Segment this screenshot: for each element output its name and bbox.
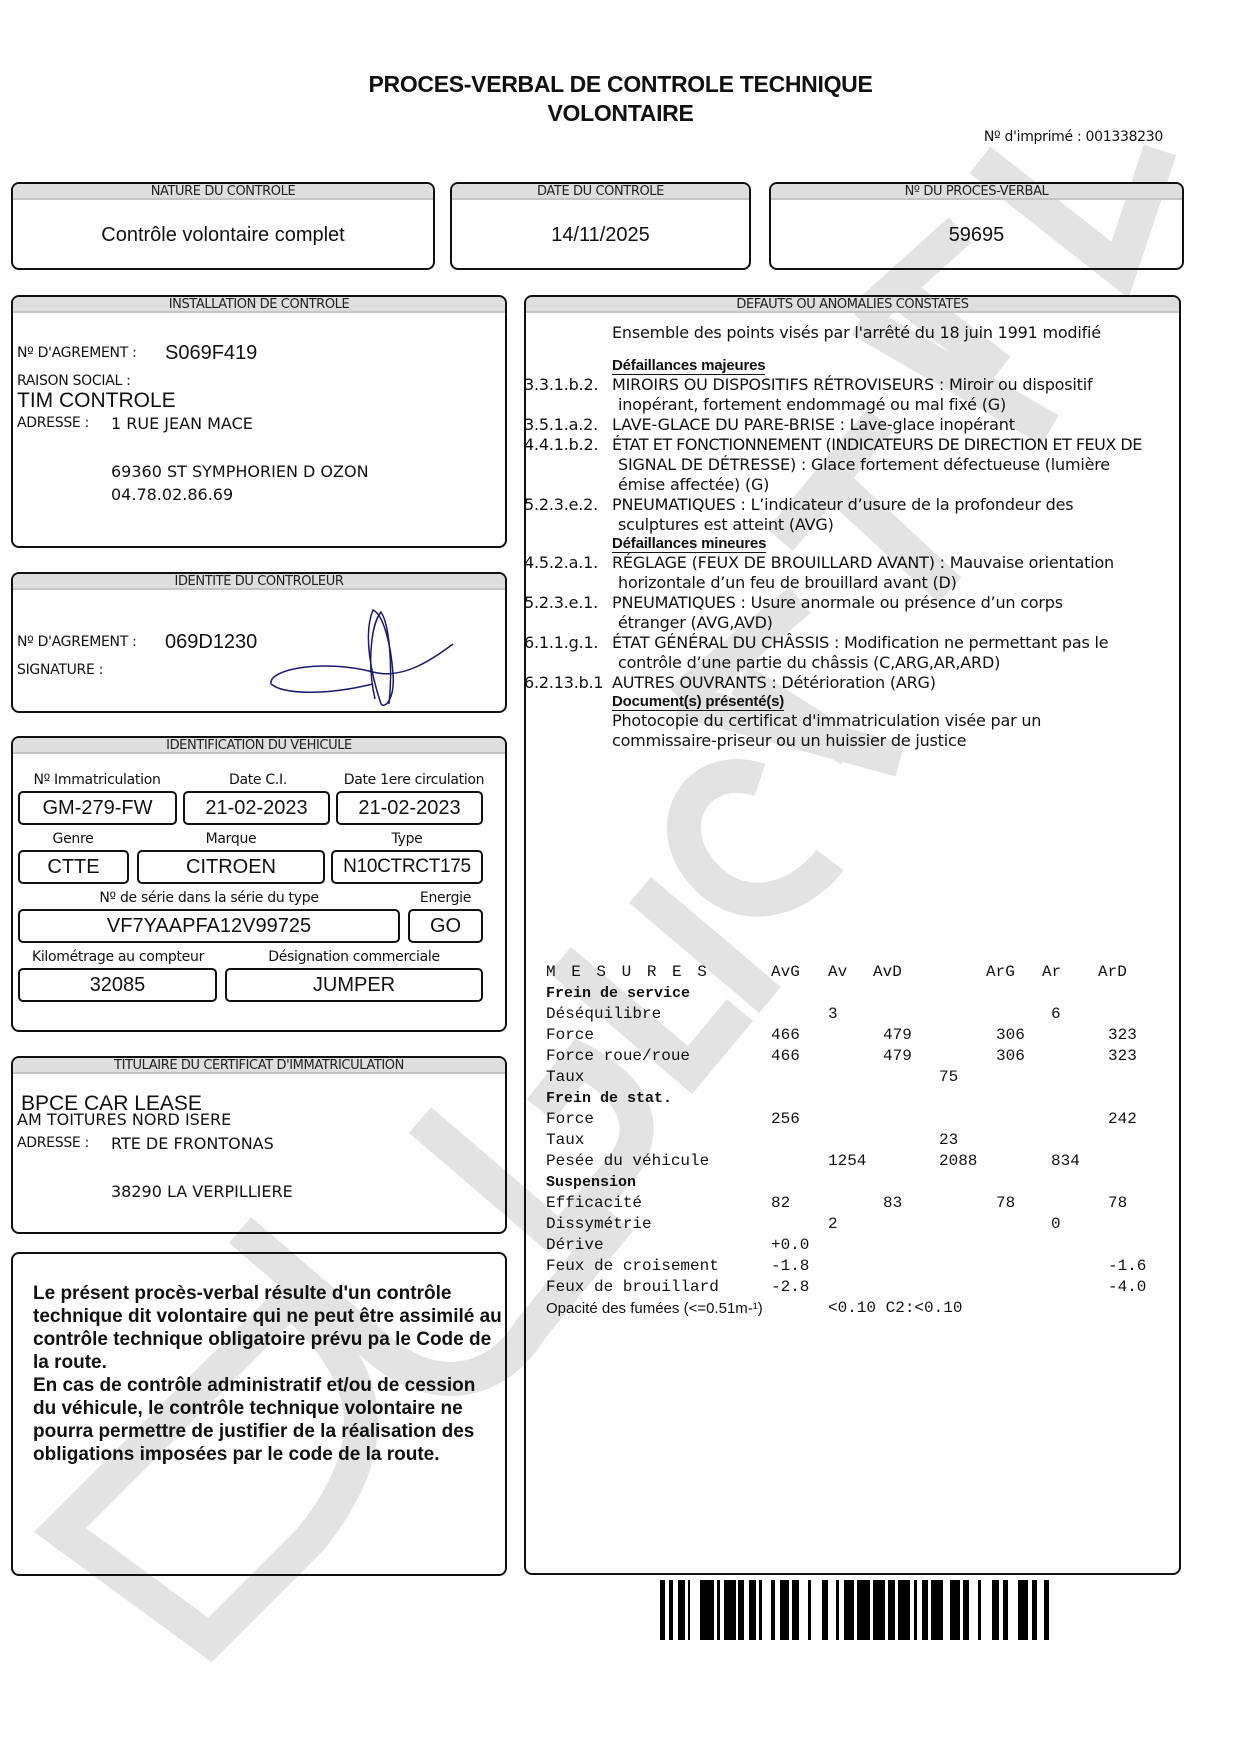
installation-agrement-label: Nº D'AGREMENT : <box>17 345 137 361</box>
defect-text-cont: émise affectée) (G) <box>618 475 770 494</box>
mesures-header <box>546 962 1127 983</box>
pv-value: 59695 <box>948 224 1005 246</box>
defect-text: ÉTAT GÉNÉRAL DU CHÂSSIS : Modification ne permettant pas le <box>612 633 1109 652</box>
serie-field: VF7YAAPFA12V99725 <box>18 909 400 943</box>
genre-field: CTTE <box>18 850 129 884</box>
defauts-box <box>524 295 1181 1575</box>
immat-label: Nº Immatriculation <box>33 772 161 788</box>
defect-code: 6.1.1.g.1. <box>524 633 599 652</box>
mesure-row <box>546 1235 810 1256</box>
controleur-box <box>11 572 507 713</box>
value-avd: 479 <box>883 1047 912 1065</box>
barcode <box>660 1580 1075 1640</box>
mesure-row <box>546 1109 1137 1130</box>
value-av: 3 <box>828 1005 838 1023</box>
defect-code: 4.4.1.b.2. <box>524 435 599 454</box>
documents-line2: commissaire-priseur ou un huissier de justice <box>612 731 967 750</box>
km-label: Kilométrage au compteur <box>31 949 205 965</box>
defect-code: 3.3.1.b.2. <box>524 375 599 394</box>
value-mid: 2088 <box>939 1152 978 1170</box>
value-avg: -1.8 <box>771 1257 810 1275</box>
mineures-title <box>526 535 1226 553</box>
installation-agrement-value: S069F419 <box>165 342 258 364</box>
defect-code: 5.2.3.e.2. <box>524 495 598 514</box>
defect-code: 3.5.1.a.2. <box>524 415 598 434</box>
nature-box <box>11 182 435 270</box>
mesure-row <box>546 1067 959 1088</box>
value-mid: 75 <box>939 1068 959 1086</box>
col-avg: AvG <box>771 963 800 981</box>
row-label: Dérive <box>546 1236 604 1254</box>
notice-paragraph-1: Le présent procès-verbal résulte d'un contrôle technique dit volontaire qui ne peut être assimilé au contrôle technique obligatoire prévu pa le Code de la route. <box>33 1283 502 1373</box>
defect-item <box>526 673 1226 693</box>
mesure-row <box>546 1256 1147 1277</box>
date-box <box>450 182 751 270</box>
value-avg: 256 <box>771 1110 800 1128</box>
mesure-row <box>546 1277 1147 1298</box>
frein-stat-heading <box>546 1088 673 1109</box>
vehicule-label: IDENTIFICATION DU VEHICULE <box>13 738 505 754</box>
designation-field: JUMPER <box>225 968 483 1002</box>
vehicule-box <box>11 736 507 1032</box>
defect-text: RÉGLAGE (FEUX DE BROUILLARD AVANT) : Mauvaise orientation <box>612 553 1114 572</box>
row-label: Force roue/roue <box>546 1047 691 1065</box>
row-label: Taux <box>546 1131 585 1149</box>
value-ard: 323 <box>1108 1026 1137 1044</box>
value-avg: 82 <box>771 1194 791 1212</box>
defect-text-cont: sculptures est atteint (AVG) <box>618 515 834 534</box>
suspension-label: Suspension <box>546 1174 637 1191</box>
value-av: 2 <box>828 1215 838 1233</box>
row-label: Efficacité <box>546 1194 643 1212</box>
date-ci-field: 21-02-2023 <box>183 791 330 825</box>
defect-code: 6.2.13.b.1 <box>524 673 604 692</box>
value-ard: -4.0 <box>1108 1278 1147 1296</box>
defect-text: ÉTAT ET FONCTIONNEMENT (INDICATEURS DE DIRECTION ET FEUX DE <box>612 435 1142 454</box>
mesure-row <box>546 1214 1061 1235</box>
mesure-row <box>546 1193 1128 1214</box>
col-ard: ArD <box>1098 963 1127 981</box>
value-avg: 466 <box>771 1047 800 1065</box>
titulaire-adresse-line2: 38290 LA VERPILLIERE <box>111 1182 293 1201</box>
defect-item <box>526 495 1226 535</box>
row-label: Taux <box>546 1068 585 1086</box>
value-avg: +0.0 <box>771 1236 810 1254</box>
col-av: Av <box>828 963 848 981</box>
value-arg: 306 <box>996 1047 1025 1065</box>
installation-adresse-line2: 69360 ST SYMPHORIEN D OZON <box>111 462 369 481</box>
mesure-row <box>546 1130 959 1151</box>
opacite-value: <0.10 C2:<0.10 <box>828 1299 963 1317</box>
row-label: Force <box>546 1110 595 1128</box>
defect-text: LAVE-GLACE DU PARE-BRISE : Lave-glace inopérant <box>612 415 1015 434</box>
km-field: 32085 <box>18 968 217 1002</box>
value-ar: 0 <box>1051 1215 1061 1233</box>
marque-label: Marque <box>205 831 257 847</box>
genre-label: Genre <box>52 831 94 847</box>
documents-line1: Photocopie du certificat d'immatriculation visée par un <box>612 711 1042 730</box>
energie-field: GO <box>408 909 483 943</box>
marque-field: CITROEN <box>137 850 325 884</box>
document-title <box>0 70 1241 128</box>
installation-box <box>11 295 507 548</box>
mesure-row <box>546 1151 1080 1172</box>
defect-item <box>526 435 1226 495</box>
title-line-2: VOLONTAIRE <box>547 100 694 126</box>
row-label: Force <box>546 1026 595 1044</box>
pv-box <box>769 182 1184 270</box>
installation-adresse-label: ADRESSE : <box>17 415 90 431</box>
value-arg: 306 <box>996 1026 1025 1044</box>
frein-service-heading <box>546 983 691 1004</box>
suspension-heading <box>546 1172 637 1193</box>
raison-social-label: RAISON SOCIAL : <box>17 373 131 389</box>
imprime-number: Nº d'imprimé : 001338230 <box>983 129 1163 145</box>
defect-text: PNEUMATIQUES : L’indicateur d’usure de la profondeur des <box>612 495 1074 514</box>
value-ard: 323 <box>1108 1047 1137 1065</box>
defects-intro: Ensemble des points visés par l'arrêté du 18 juin 1991 modifié <box>612 323 1101 342</box>
defect-text-cont: étranger (AVG,AVD) <box>618 613 773 632</box>
defect-text: PNEUMATIQUES : Usure anormale ou présence d’un corps <box>612 593 1063 612</box>
defect-code: 5.2.3.e.1. <box>524 593 598 612</box>
defect-text-cont: inopérant, fortement endommagé ou mal fixé (G) <box>618 395 1006 414</box>
col-arg: ArG <box>986 963 1015 981</box>
defect-item <box>526 593 1226 633</box>
defect-text-cont: horizontale d’un feu de brouillard avant (D) <box>618 573 957 592</box>
defect-text-cont: SIGNAL DE DÉTRESSE) : Glace fortement défectueuse (lumière <box>618 455 1110 474</box>
nature-value: Contrôle volontaire complet <box>101 224 345 246</box>
titulaire-adresse-line1: RTE DE FRONTONAS <box>111 1134 274 1153</box>
date-ci-label: Date C.I. <box>228 772 288 788</box>
type-label: Type <box>391 831 423 847</box>
opacite-label: Opacité des fumées (<=0.51m-¹) <box>546 1300 763 1317</box>
date-label: DATE DU CONTROLE <box>452 184 749 200</box>
defauts-label: DEFAUTS OU ANOMALIES CONSTATES <box>526 297 1179 313</box>
energie-label: Energie <box>419 890 472 906</box>
titulaire-name2: AM TOITURES NORD ISERE <box>17 1110 232 1129</box>
mesure-row <box>546 1046 1137 1067</box>
signature-label: SIGNATURE : <box>17 662 104 678</box>
row-label: Feux de croisement <box>546 1257 719 1275</box>
date-circ-label: Date 1ere circulation <box>343 772 485 788</box>
titulaire-label: TITULAIRE DU CERTIFICAT D'IMMATRICULATION <box>13 1058 505 1074</box>
defect-text-cont: contrôle d’une partie du châssis (C,ARG,AR,ARD) <box>618 653 1001 672</box>
value-arg: 78 <box>996 1194 1016 1212</box>
row-label: Dissymétrie <box>546 1215 652 1233</box>
defect-item <box>526 375 1226 415</box>
value-ard: -1.6 <box>1108 1257 1147 1275</box>
designation-label: Désignation commerciale <box>268 949 440 965</box>
defect-item <box>526 633 1226 673</box>
value-avd: 83 <box>883 1194 903 1212</box>
defects-list <box>526 323 1226 751</box>
value-ar: 6 <box>1051 1005 1061 1023</box>
installation-label: INSTALLATION DE CONTROLE <box>13 297 505 313</box>
col-avd: AvD <box>873 963 902 981</box>
value-av: 1254 <box>828 1152 867 1170</box>
notice-paragraph-2: En cas de contrôle administratif et/ou de cession du véhicule, le contrôle technique volontaire ne pourra permettre de justifier de la réalisation des obligations imposées par le code de la route. <box>33 1375 476 1465</box>
mesure-row <box>546 1004 1061 1025</box>
titulaire-adresse-label: ADRESSE : <box>17 1135 90 1151</box>
type-field: N10CTRCT175 <box>331 850 483 884</box>
titulaire-box <box>11 1056 507 1234</box>
title-line-1: PROCES-VERBAL DE CONTROLE TECHNIQUE <box>368 71 873 97</box>
documents-title <box>526 693 1226 711</box>
installation-adresse-line1: 1 RUE JEAN MACE <box>111 414 253 433</box>
mesure-row <box>546 1025 1137 1046</box>
col-ar: Ar <box>1042 963 1062 981</box>
documents-title-text: Document(s) présenté(s) <box>612 693 785 710</box>
value-avg: -2.8 <box>771 1278 810 1296</box>
serie-label: Nº de série dans la série du type <box>99 890 319 906</box>
majeures-title <box>526 357 1226 375</box>
date-circ-field: 21-02-2023 <box>336 791 483 825</box>
defect-text: AUTRES OUVRANTS : Détérioration (ARG) <box>612 673 936 692</box>
opacite-row <box>546 1298 963 1319</box>
mineures-title-text: Défaillances mineures <box>612 535 767 552</box>
notice-box <box>11 1252 507 1576</box>
mesures-table <box>546 962 1147 1319</box>
value-ard: 242 <box>1108 1110 1137 1128</box>
row-label: Feux de brouillard <box>546 1278 719 1296</box>
date-value: 14/11/2025 <box>551 224 650 246</box>
frein-stat-label: Frein de stat. <box>546 1090 673 1107</box>
nature-label: NATURE DU CONTROLE <box>13 184 433 200</box>
controleur-agrement-value: 069D1230 <box>165 631 258 653</box>
defect-item <box>526 553 1226 593</box>
majeures-title-text: Défaillances majeures <box>612 357 766 374</box>
installation-phone: 04.78.02.86.69 <box>111 485 234 504</box>
row-label: Pesée du véhicule <box>546 1152 710 1170</box>
pv-label: Nº DU PROCES-VERBAL <box>771 184 1182 200</box>
defect-code: 4.5.2.a.1. <box>524 553 598 572</box>
row-label: Déséquilibre <box>546 1005 662 1023</box>
immat-field: GM-279-FW <box>18 791 177 825</box>
mesures-title: M E S U R E S <box>546 963 710 981</box>
frein-service-label: Frein de service <box>546 985 691 1002</box>
defect-item <box>526 415 1226 435</box>
controleur-label: IDENTITE DU CONTROLEUR <box>13 574 505 590</box>
value-avg: 466 <box>771 1026 800 1044</box>
signature-image <box>263 604 463 713</box>
defect-text: MIROIRS OU DISPOSITIFS RÉTROVISEURS : Miroir ou dispositif <box>612 375 1093 394</box>
titulaire-name: BPCE CAR LEASE <box>21 1092 202 1115</box>
value-ar: 834 <box>1051 1152 1080 1170</box>
controleur-agrement-label: Nº D'AGREMENT : <box>17 634 137 650</box>
value-avd: 479 <box>883 1026 912 1044</box>
notice-text <box>33 1282 503 1466</box>
value-mid: 23 <box>939 1131 959 1149</box>
value-ard: 78 <box>1108 1194 1128 1212</box>
raison-social-value: TIM CONTROLE <box>17 389 176 412</box>
